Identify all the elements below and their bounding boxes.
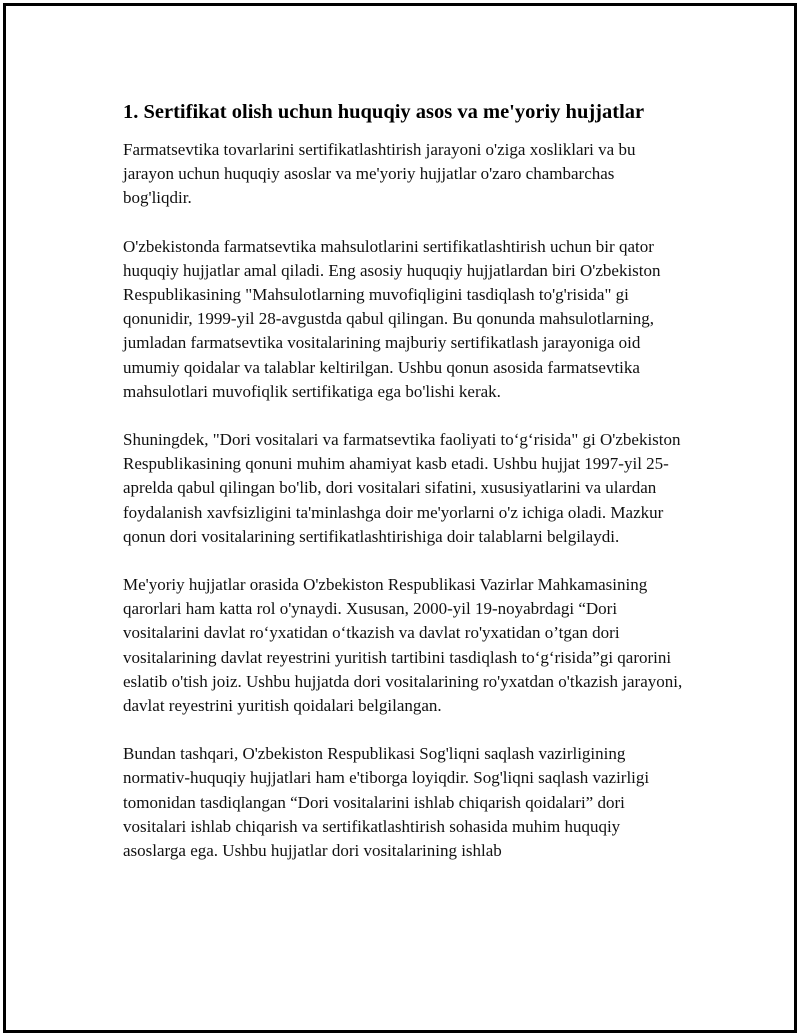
document-body	[121, 98, 686, 863]
section-heading: 1. Sertifikat olish uchun huquqiy asos va me'yoriy hujjatlar	[123, 101, 645, 123]
document-page	[3, 3, 797, 1033]
paragraph-intro: Farmatsevtika tovarlarini sertifikatlashtirish jarayoni o'ziga xosliklari va bu jarayon uchun huquqiy asoslar va me'yoriy hujjatlar o'zaro chambarchas bog'liqdir.	[123, 140, 636, 208]
paragraph-medicines-law: Shuningdek, "Dori vositalari va farmatsevtika faoliyati to‘g‘risida" gi O'zbekiston Respublikasining qonuni muhim ahamiyat kasb etadi. Ushbu hujjat 1997-yil 25-aprelda qabul qilingan bo'lib, dori vositalari sifatini, xususiyatlarini va ulardan foydalanish xavfsizligini ta'minlashga doir me'yorlarni o'z ichiga oladi. Mazkur qonun dori vositalarining sertifikatlashtirishiga doir talablarni belgilaydi.	[123, 430, 681, 546]
paragraph-health-ministry: Bundan tashqari, O'zbekiston Respublikasi Sog'liqni saqlash vazirligining normativ-huquqiy hujjatlari ham e'tiborga loyiqdir. Sog'liqni saqlash vazirligi tomonidan tasdiqlangan “Dori vositalarini ishlab chiqarish qoidalari” dori vositalari ishlab chiqarish va sertifikatlashtirish sohasida muhim huquqiy asoslarga ega. Ushbu hujjatlar dori vositalarining ishlab	[123, 744, 650, 861]
paragraph-conformity-law: O'zbekistonda farmatsevtika mahsulotlarini sertifikatlashtirish uchun bir qator huquqiy hujjatlar amal qiladi. Eng asosiy huquqiy hujjatlardan biri O'zbekiston Respublikasining "Mahsulotlarning muvofiqligini tasdiqlash to'g'risida" gi qonunidir, 1999-yil 28-avgustda qabul qilingan. Bu qonunda mahsulotlarning, jumladan farmatsevtika vositalarining majburiy sertifikatlash jarayoniga oid umumiy qoidalar va talablar keltirilgan. Ushbu qonun asosida farmatsevtika mahsulotlari muvofiqlik sertifikatiga ega bo'lishi kerak.	[123, 236, 661, 401]
paragraph-cabinet-resolutions: Me'yoriy hujjatlar orasida O'zbekiston Respublikasi Vazirlar Mahkamasining qarorlari ham katta rol o'ynaydi. Xususan, 2000-yil 19-noyabrdagi “Dori vositalarini davlat ro‘yxatidan o‘tkazish va davlat ro'yxatidan o’tgan dori vositalarining davlat reyestrini yuritish tartibini tasdiqlash to‘g‘risida”gi qarorini eslatib o'tish joiz. Ushbu hujjatda dori vositalarining ro'yxatdan o'tkazish jarayoni, davlat reyestrini yuritish qoidalari belgilangan.	[123, 575, 683, 716]
